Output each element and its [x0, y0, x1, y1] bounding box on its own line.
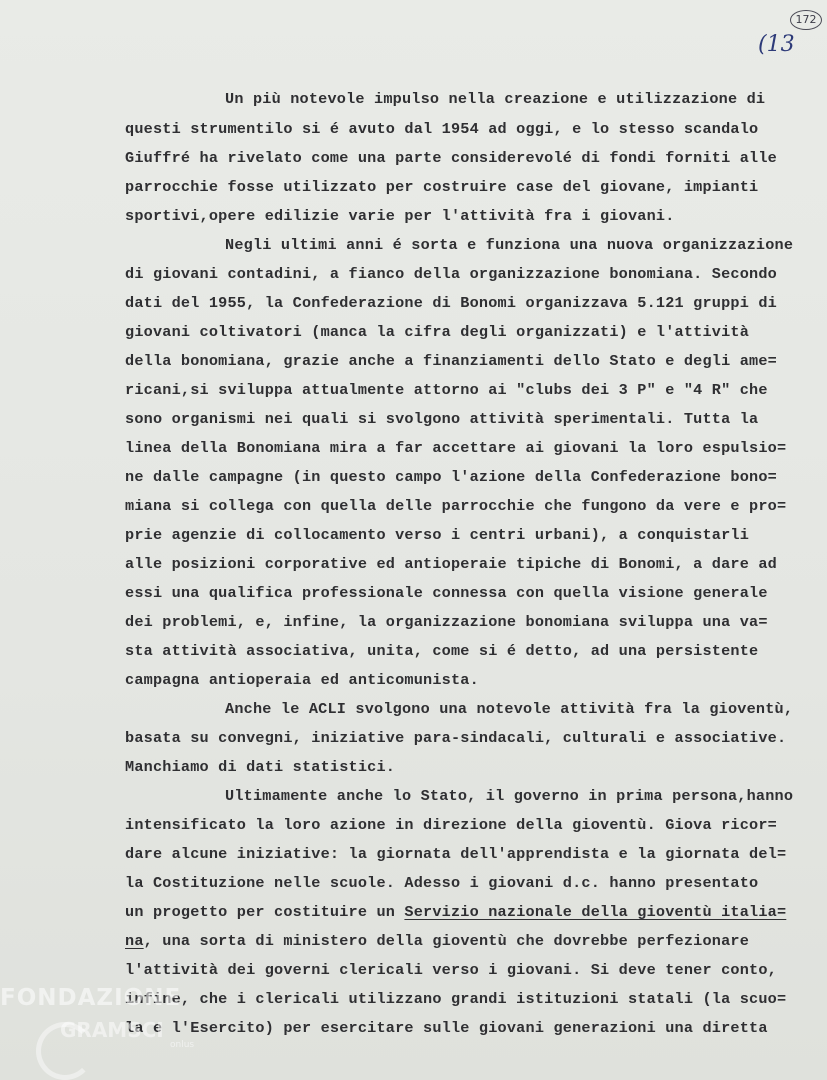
text-line-underlined	[125, 903, 786, 921]
underlined-text: na	[125, 932, 144, 950]
text-line: dei problemi, e, infine, la organizzazione bonomiana sviluppa una va=	[125, 613, 768, 631]
text-line: miana si collega con quella delle parrocchie che fungono da vere e pro=	[125, 497, 787, 515]
text-segment: , una sorta di ministero della gioventù che dovrebbe perfezionare	[143, 932, 750, 950]
text-line: essi una qualifica professionale connessa con quella visione generale	[125, 584, 768, 602]
text-line: di giovani contadini, a fianco della organizzazione bonomiana. Secondo	[125, 265, 777, 283]
text-line: linea della Bonomiana mira a far accettare ai giovani la loro espulsio=	[125, 439, 787, 457]
text-line-underlined	[125, 932, 749, 950]
text-line: Anche le ACLI svolgono una notevole attività fra la gioventù,	[225, 700, 794, 718]
text-line: Manchiamo di dati statistici.	[125, 758, 396, 776]
text-line: dare alcune iniziative: la giornata dell'apprendista e la giornata del=	[125, 845, 787, 863]
text-line: la Costituzione nelle scuole. Adesso i giovani d.c. hanno presentato	[125, 874, 759, 892]
text-line: intensificato la loro azione in direzione della gioventù. Giova ricor=	[125, 816, 777, 834]
watermark-title: FONDAZIONE	[0, 985, 182, 1011]
text-line: questi strumentilo si é avuto dal 1954 ad oggi, e lo stesso scandalo	[125, 120, 759, 138]
text-line: Giuffré ha rivelato come una parte considerevolé di fondi forniti alle	[125, 149, 777, 167]
watermark-subtitle: GRAMSCI	[60, 1018, 164, 1042]
text-line: la e l'Esercito) per esercitare sulle giovani generazioni una diretta	[125, 1019, 768, 1037]
text-line: ne dalle campagne (in questo campo l'azione della Confederazione bono=	[125, 468, 777, 486]
text-line: parrocchie fosse utilizzato per costruire case del giovane, impianti	[125, 178, 759, 196]
watermark-onlus: onlus	[170, 1040, 195, 1050]
handwritten-number: 13	[766, 32, 795, 57]
text-line: sportivi,opere edilizie varie per l'attività fra i giovani.	[125, 207, 675, 225]
text-line: campagna antioperaia ed anticomunista.	[125, 671, 479, 689]
text-line: sta attività associativa, unita, come si é detto, ad una persistente	[125, 642, 759, 660]
text-line: ricani,si sviluppa attualmente attorno ai "clubs dei 3 P" e "4 R" che	[125, 381, 768, 399]
page-number-stamp: 172	[790, 10, 822, 30]
text-segment: un progetto per costituire un	[125, 903, 405, 921]
text-line: giovani coltivatori (manca la cifra degli organizzati) e l'attività	[125, 323, 750, 341]
text-line: basata su convegni, iniziative para-sindacali, culturali e associative.	[125, 729, 787, 747]
text-line: sono organismi nei quali si svolgono attività sperimentali. Tutta la	[125, 410, 759, 428]
underlined-text: Servizio nazionale della gioventù italia=	[404, 903, 787, 921]
text-line: alle posizioni corporative ed antioperaie tipiche di Bonomi, a dare ad	[125, 555, 777, 573]
text-line: l'attività dei governi clericali verso i giovani. Si deve tener conto,	[125, 961, 777, 979]
text-line: Un più notevole impulso nella creazione e utilizzazione di	[225, 90, 766, 108]
text-line: Negli ultimi anni é sorta e funziona una nuova organizzazione	[225, 236, 794, 254]
text-line: dati del 1955, la Confederazione di Bonomi organizzava 5.121 gruppi di	[125, 294, 777, 312]
text-line: prie agenzie di collocamento verso i centri urbani), a conquistarli	[125, 526, 750, 544]
text-line: infine, che i clericali utilizzano grandi istituzioni statali (la scuo=	[125, 990, 787, 1008]
text-line: della bonomiana, grazie anche a finanziamenti dello Stato e degli ame=	[125, 352, 777, 370]
text-line: Ultimamente anche lo Stato, il governo in prima persona,hanno	[225, 787, 794, 805]
handwritten-annotation: (13	[758, 32, 795, 57]
